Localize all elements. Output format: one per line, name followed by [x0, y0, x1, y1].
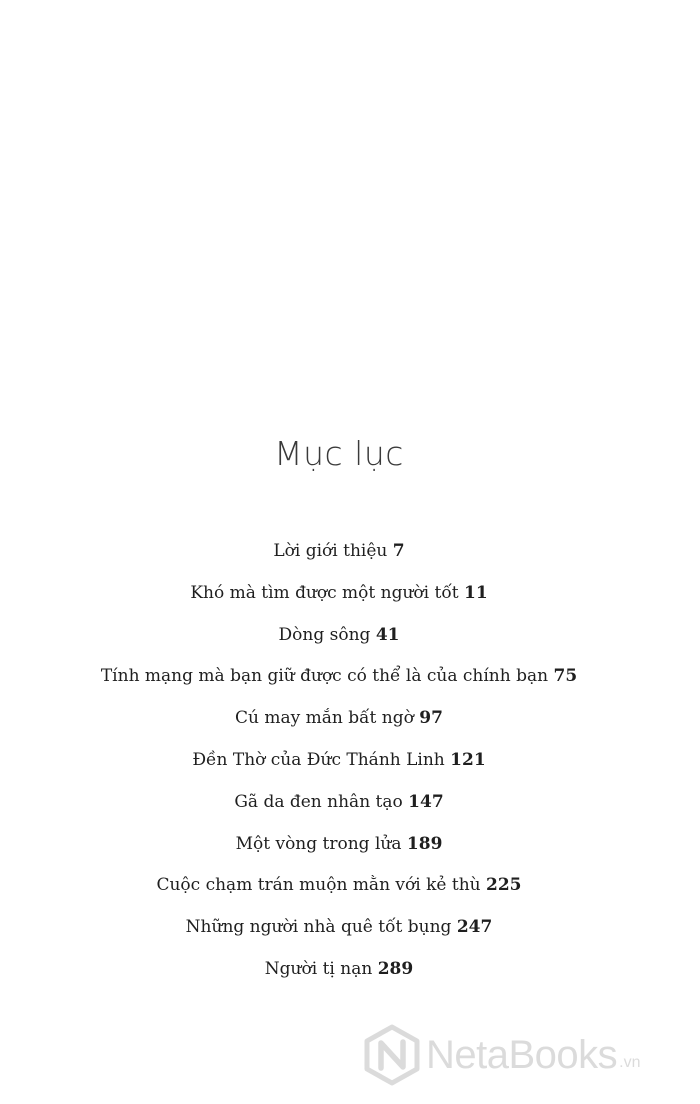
toc-item-page: 11 [463, 582, 488, 603]
toc-item-page: 225 [486, 875, 522, 896]
toc-item-page: 97 [419, 708, 443, 729]
toc-item [0, 537, 678, 579]
toc-item-title: Dòng sông [278, 624, 371, 645]
toc-item-title: Những người nhà quê tốt bụng [185, 917, 452, 938]
toc-item-page: 189 [406, 833, 443, 854]
toc-item-title: Cú may mắn bất ngờ [235, 708, 414, 729]
toc-item-title: Người tị nạn [264, 958, 373, 979]
toc-item [0, 662, 678, 704]
toc-item [0, 579, 678, 621]
toc-item-page: 147 [408, 791, 444, 812]
toc-item-page: 7 [392, 541, 405, 561]
toc-item [0, 955, 678, 997]
toc-item-title: Một vòng trong lửa [235, 833, 402, 854]
toc-title: Mục lục [274, 434, 404, 473]
toc-item-title: Tính mạng mà bạn giữ được có thể là của chính bạn [100, 666, 549, 687]
netabooks-hexagon-n-logo-icon [364, 1024, 420, 1086]
toc-item-page: 75 [553, 666, 578, 687]
toc-item-title: Gã da đen nhân tạo [234, 791, 403, 812]
watermark-text: NetaBooks [426, 1032, 618, 1077]
toc-item-page: 247 [456, 917, 493, 938]
toc-item-title: Khó mà tìm được một người tốt [190, 582, 459, 603]
toc-list [0, 537, 678, 997]
toc-item [0, 913, 678, 955]
toc-item [0, 621, 678, 663]
toc-item [0, 704, 678, 746]
toc-item-page: 41 [375, 624, 400, 645]
netabooks-watermark [364, 1024, 641, 1086]
toc-item-page: 289 [377, 958, 414, 979]
toc-item-title: Lời giới thiệu [273, 541, 388, 561]
toc-item [0, 788, 678, 830]
watermark-suffix: .vn [619, 1054, 641, 1071]
toc-item-title: Cuộc chạm trán muộn mằn với kẻ thù [156, 875, 481, 896]
toc-item [0, 830, 678, 872]
toc-item [0, 746, 678, 788]
toc-item [0, 871, 678, 913]
toc-item-page: 121 [450, 749, 486, 770]
toc-item-title: Đền Thờ của Đức Thánh Linh [192, 749, 445, 770]
